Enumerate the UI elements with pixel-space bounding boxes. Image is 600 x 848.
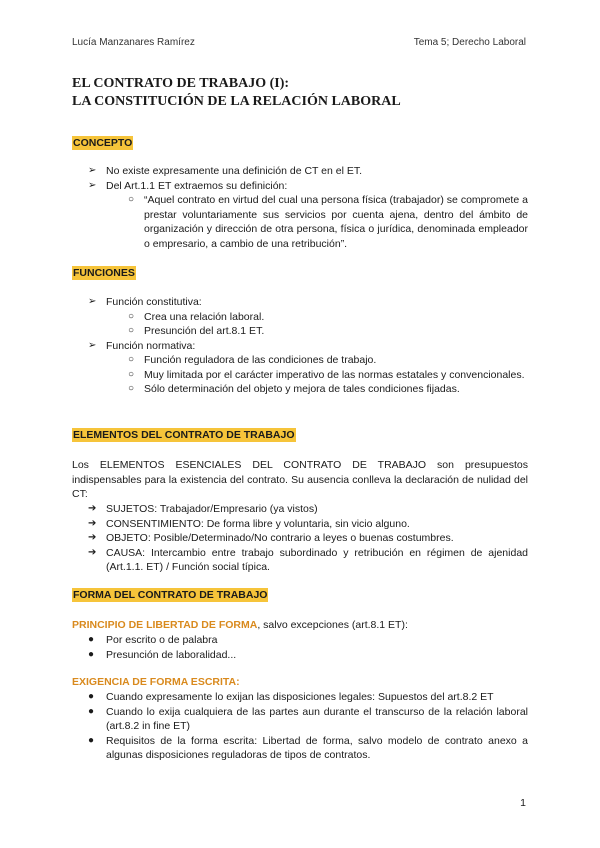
list-item: ○ Función reguladora de las condiciones de trabajo.	[128, 354, 377, 366]
header-topic: Tema 5; Derecho Laboral	[413, 37, 526, 48]
arrow-bullet-icon: ➔	[88, 503, 97, 514]
list-item: ➔ OBJETO: Posible/Determinado/No contrario a leyes o buenas costumbres.	[88, 532, 454, 544]
arrowhead-bullet-icon: ➢	[88, 179, 97, 191]
list-item: ➢ Función normativa:	[88, 339, 196, 352]
circle-bullet-icon: ○	[128, 354, 135, 365]
list-item: ➔ SUJETOS: Trabajador/Empresario (ya vistos)	[88, 503, 318, 515]
circle-bullet-icon: ○	[128, 310, 135, 322]
list-item: ➢ No existe expresamente una definición de CT en el ET.	[88, 165, 363, 177]
list-item: ● Presunción de laboralidad...	[88, 648, 237, 661]
bullet-icon: ●	[88, 705, 95, 717]
header-author: Lucía Manzanares Ramírez	[72, 37, 195, 48]
circle-bullet-icon: ○	[128, 325, 135, 336]
section-heading-elementos: ELEMENTOS DEL CONTRATO DE TRABAJO	[73, 429, 295, 441]
list-item: ➢ Función constitutiva:	[88, 296, 202, 308]
arrowhead-bullet-icon: ➢	[88, 339, 97, 351]
list-item: ● Cuando lo exija cualquiera de las partes aun durante el transcurso de la relación laboral (art.8.2 in fine ET)	[88, 705, 528, 732]
circle-bullet-icon: ○	[128, 383, 135, 394]
title-line-1: EL CONTRATO DE TRABAJO (I):	[72, 76, 290, 91]
section-heading-forma: FORMA DEL CONTRATO DE TRABAJO	[73, 589, 268, 601]
page-number: 1	[520, 797, 526, 809]
elementos-intro: Los ELEMENTOS ESENCIALES DEL CONTRATO DE TRABAJO son presupuestos indispensables para la existencia del contrato. Su ausencia conlleva la declaración de nulidad del CT:	[72, 459, 528, 500]
principio-subheading: PRINCIPIO DE LIBERTAD DE FORMA	[72, 619, 258, 631]
bullet-icon: ●	[88, 734, 95, 746]
list-item: ○ Crea una relación laboral.	[128, 310, 265, 323]
list-item: ● Cuando expresamente lo exijan las disposiciones legales: Supuestos del art.8.2 ET	[88, 691, 494, 703]
list-item: ● Por escrito o de palabra	[88, 634, 218, 646]
bullet-icon: ●	[88, 691, 95, 702]
arrow-bullet-icon: ➔	[88, 532, 97, 543]
list-item: ○ Presunción del art.8.1 ET.	[128, 325, 265, 337]
arrow-bullet-icon: ➔	[88, 546, 97, 558]
principio-line	[72, 618, 528, 633]
exigencia-subheading: EXIGENCIA DE FORMA ESCRITA:	[72, 676, 240, 688]
principio-list	[72, 633, 528, 662]
section-heading-funciones: FUNCIONES	[73, 267, 135, 279]
bullet-icon: ●	[88, 634, 95, 645]
elementos-list	[72, 502, 528, 575]
principio-rest: , salvo excepciones (art.8.1 ET):	[257, 619, 408, 631]
definition-quote: ○ “Aquel contrato en virtud del cual una persona física (trabajador) se compromete a prestar voluntariamente sus servicios por cuenta ajena, dentro del ámbito de organización y dirección de otra persona, física o jurídica, denominada empleador o empresario, a cambio de una retribución”.	[128, 194, 528, 250]
title-line-2: LA CONSTITUCIÓN DE LA RELACIÓN LABORAL	[72, 94, 401, 109]
list-item: ○ Muy limitada por el carácter imperativo de las normas estatales y convencionales.	[128, 368, 525, 381]
section-heading-concepto: CONCEPTO	[73, 137, 133, 149]
document-title	[72, 75, 401, 111]
exigencia-heading	[72, 675, 528, 690]
arrowhead-bullet-icon: ➢	[88, 165, 97, 176]
list-item: ➔ CONSENTIMIENTO: De forma libre y voluntaria, sin vicio alguno.	[88, 517, 410, 530]
circle-bullet-icon: ○	[128, 194, 135, 205]
list-item: ➢ Del Art.1.1 ET extraemos su definición:	[88, 179, 288, 192]
list-item: ● Requisitos de la forma escrita: Libertad de forma, salvo modelo de contrato anexo a algunas disposiciones reguladoras de tipos de contratos.	[88, 734, 528, 761]
funciones-list	[72, 295, 528, 397]
arrow-bullet-icon: ➔	[88, 517, 97, 529]
exigencia-list	[72, 690, 528, 763]
arrowhead-bullet-icon: ➢	[88, 296, 97, 307]
circle-bullet-icon: ○	[128, 368, 135, 380]
bullet-icon: ●	[88, 648, 95, 660]
list-item: ➔ CAUSA: Intercambio entre trabajo subordinado y retribución en régimen de ajenidad (Art.1.1. ET) / Función social típica.	[88, 546, 528, 573]
concepto-list	[72, 164, 528, 251]
list-item: ○ Sólo determinación del objeto y mejora de tales condiciones fijadas.	[128, 383, 460, 395]
